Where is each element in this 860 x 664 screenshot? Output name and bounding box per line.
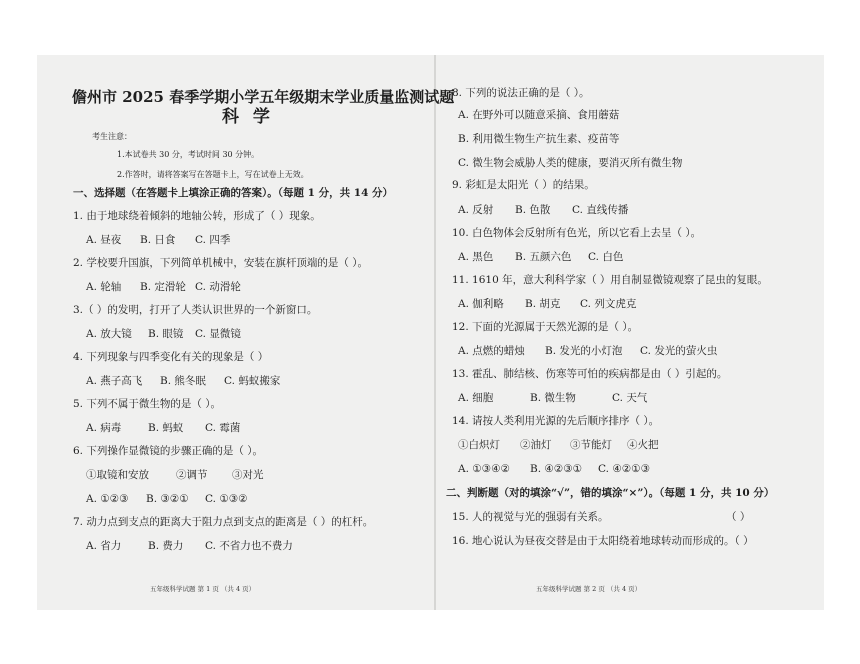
question-15: 15. 人的视觉与光的强弱有关系。 (452, 511, 609, 523)
q3-option-c: C. 显微镜 (195, 328, 241, 340)
q13-option-a: A. 细胞 (458, 392, 494, 404)
q9-option-c: C. 直线传播 (572, 204, 629, 216)
subject-title: 科 学 (222, 107, 274, 127)
question-2: 2. 学校要升国旗，下列简单机械中，安装在旗杆顶端的是（ ）。 (73, 257, 368, 269)
question-16: 16. 地心说认为昼夜交替是由于太阳绕着地球转动而形成的。（ ） (452, 535, 754, 547)
q2-option-c: C. 动滑轮 (195, 281, 241, 293)
q3-option-b: B. 眼镜 (148, 328, 184, 340)
question-1: 1. 由于地球绕着倾斜的地轴公转，形成了（ ）现象。 (73, 210, 321, 222)
question-7: 7. 动力点到支点的距离大于阻力点到支点的距离是（ ）的杠杆。 (73, 516, 374, 528)
section-1-heading: 一、选择题（在答题卡上填涂正确的答案）。（每题 1 分，共 14 分） (73, 187, 394, 199)
q13-option-b: B. 微生物 (530, 392, 576, 404)
q2-option-b: B. 定滑轮 (140, 281, 186, 293)
q11-option-b: B. 胡克 (525, 298, 561, 310)
q5-option-a: A. 病毒 (86, 422, 122, 434)
exam-title: 儋州市 2025 春季学期小学五年级期末学业质量监测试题 (72, 88, 455, 106)
q8-option-a: A. 在野外可以随意采摘、食用蘑菇 (458, 109, 620, 121)
q12-option-b: B. 发光的小灯泡 (545, 345, 623, 357)
question-14: 14. 请按人类利用光源的先后顺序排序（ ）。 (452, 415, 660, 427)
q11-option-c: C. 列文虎克 (580, 298, 637, 310)
question-6: 6. 下列操作显微镜的步骤正确的是（ ）。 (73, 445, 263, 457)
q13-option-c: C. 天气 (612, 392, 648, 404)
question-5: 5. 下列不属于微生物的是（ ）。 (73, 398, 221, 410)
q14-step-2: ②油灯 (520, 439, 552, 451)
question-3: 3.（ ）的发明，打开了人类认识世界的一个新窗口。 (73, 304, 318, 316)
q14-option-b: B. ④②③① (530, 463, 583, 475)
footer-page-2: 五年级科学试题 第 2 页 （共 4 页） (536, 585, 642, 593)
q3-option-a: A. 放大镜 (86, 328, 132, 340)
question-4: 4. 下列现象与四季变化有关的现象是（ ） (73, 351, 269, 363)
section-2-heading: 二、判断题（对的填涂“√”，错的填涂“×”）。（每题 1 分，共 10 分） (446, 487, 775, 499)
q6-option-c: C. ①③② (205, 493, 248, 505)
q8-option-c: C. 微生物会威胁人类的健康，要消灭所有微生物 (458, 157, 683, 169)
q14-option-a: A. ①③④② (458, 463, 510, 475)
footer-page-1: 五年级科学试题 第 1 页 （共 4 页） (150, 585, 256, 593)
question-11: 11. 1610 年，意大利科学家（ ）用自制显微镜观察了昆虫的复眼。 (452, 274, 768, 286)
q1-option-b: B. 日食 (140, 234, 176, 246)
q15-answer-blank: （ ） (726, 511, 751, 523)
q6-step-3: ③对光 (232, 469, 264, 481)
q14-step-1: ①白炽灯 (458, 439, 500, 451)
q7-option-b: B. 费力 (148, 540, 184, 552)
q9-option-b: B. 色散 (515, 204, 551, 216)
q5-option-c: C. 霉菌 (205, 422, 241, 434)
q4-option-c: C. 蚂蚁搬家 (224, 375, 281, 387)
q10-option-c: C. 白色 (588, 251, 624, 263)
q4-option-a: A. 燕子高飞 (86, 375, 143, 387)
q14-option-c: C. ④②①③ (598, 463, 650, 475)
q7-option-c: C. 不省力也不费力 (205, 540, 293, 552)
notice-line-2: 2.作答时，请将答案写在答题卡上，写在试卷上无效。 (117, 170, 309, 179)
question-8: 8. 下列的说法正确的是（ ）。 (452, 87, 590, 99)
question-13: 13. 霍乱、肺结核、伤寒等可怕的疾病都是由（ ）引起的。 (452, 368, 728, 380)
q1-option-a: A. 昼夜 (86, 234, 122, 246)
q1-option-c: C. 四季 (195, 234, 231, 246)
q14-step-3: ③节能灯 (570, 439, 612, 451)
question-9: 9. 彩虹是太阳光（ ）的结果。 (452, 179, 595, 191)
notice-heading: 考生注意： (92, 132, 132, 141)
q12-option-a: A. 点燃的蜡烛 (458, 345, 525, 357)
notice-line-1: 1.本试卷共 30 分，考试时间 30 分钟。 (117, 150, 260, 159)
q6-option-b: B. ③②① (146, 493, 189, 505)
q6-option-a: A. ①②③ (86, 493, 129, 505)
q2-option-a: A. 轮轴 (86, 281, 122, 293)
q8-option-b: B. 利用微生物生产抗生素、疫苗等 (458, 133, 620, 145)
q14-step-4: ④火把 (627, 439, 659, 451)
question-12: 12. 下面的光源属于天然光源的是（ ）。 (452, 321, 639, 333)
q12-option-c: C. 发光的萤火虫 (640, 345, 718, 357)
q10-option-b: B. 五颜六色 (515, 251, 572, 263)
q9-option-a: A. 反射 (458, 204, 494, 216)
question-10: 10. 白色物体会反射所有色光，所以它看上去呈（ ）。 (452, 227, 702, 239)
q6-step-1: ①取镜和安放 (86, 469, 149, 481)
page-fold-divider (434, 55, 436, 610)
q4-option-b: B. 熊冬眠 (160, 375, 206, 387)
q10-option-a: A. 黑色 (458, 251, 494, 263)
q5-option-b: B. 蚂蚁 (148, 422, 184, 434)
q11-option-a: A. 伽利略 (458, 298, 504, 310)
q7-option-a: A. 省力 (86, 540, 122, 552)
q6-step-2: ②调节 (176, 469, 208, 481)
